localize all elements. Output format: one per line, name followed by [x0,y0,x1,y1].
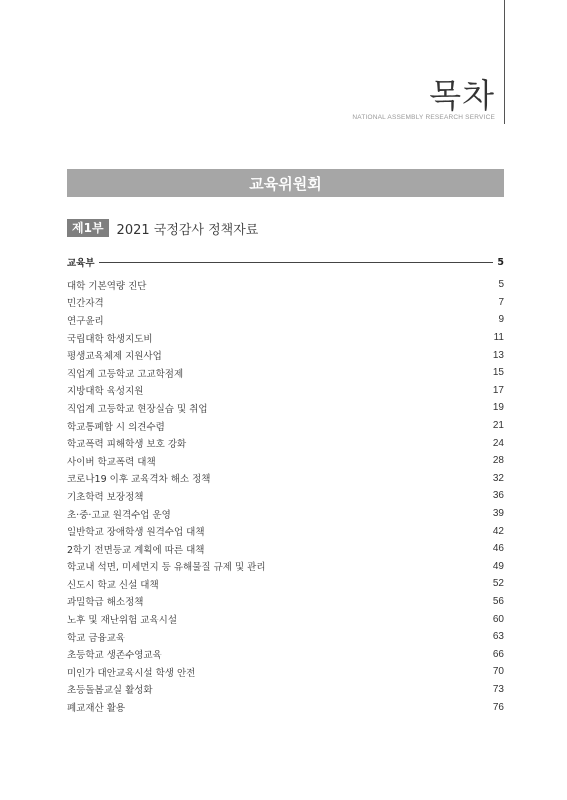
toc-list [67,276,504,716]
toc-item-page: 60 [492,613,504,625]
toc-item-label: 초등돌봄교실 활성화 [67,685,153,697]
toc-item[interactable] [67,487,504,505]
toc-item-label: 직업계 고등학교 현장실습 및 취업 [67,403,208,415]
toc-item-label: 학교내 석면, 미세먼지 등 유해물질 규제 및 관리 [67,562,266,574]
page-subtitle: NATIONAL ASSEMBLY RESEARCH SERVICE [352,114,495,121]
toc-item[interactable] [67,610,504,628]
part-title: 2021 국정감사 정책자료 [116,222,259,238]
toc-item[interactable] [67,452,504,470]
toc-item[interactable] [67,628,504,646]
toc-item[interactable] [67,645,504,663]
toc-item-label: 학교통폐합 시 의견수렴 [67,421,165,433]
toc-item-label: 일반학교 장애학생 원격수업 대책 [67,527,205,539]
toc-item[interactable] [67,329,504,347]
toc-item[interactable] [67,558,504,576]
toc-item-label: 국립대학 학생지도비 [67,333,153,345]
toc-item[interactable] [67,382,504,400]
toc-item-page: 15 [492,367,504,379]
section-leader-rule [99,262,494,263]
toc-item-label: 학교 금융교육 [67,632,126,644]
toc-item-page: 63 [492,631,504,643]
toc-item-page: 73 [492,683,504,695]
toc-item[interactable] [67,698,504,716]
toc-item[interactable] [67,311,504,329]
committee-banner-label: 교육위원회 [249,174,322,193]
toc-item-label: 연구윤리 [67,315,104,327]
toc-item[interactable] [67,364,504,382]
toc-item-label: 기초학력 보장정책 [67,491,144,503]
toc-item-label: 지방대학 육성지원 [67,386,144,398]
toc-item-page: 28 [492,455,504,467]
toc-item-page: 9 [498,314,504,326]
toc-item[interactable] [67,522,504,540]
toc-item-page: 17 [492,384,504,396]
toc-item-label: 신도시 학교 신설 대책 [67,579,159,591]
toc-item[interactable] [67,575,504,593]
committee-banner [67,169,504,197]
toc-item-label: 노후 및 재난위험 교육시설 [67,615,178,627]
toc-item-page: 24 [492,437,504,449]
toc-item-page: 7 [498,296,504,308]
toc-item-page: 13 [492,349,504,361]
toc-item-page: 36 [492,490,504,502]
toc-item-label: 코로나19 이후 교육격차 해소 정책 [67,474,211,486]
toc-item[interactable] [67,540,504,558]
toc-item-label: 미인가 대안교육시설 학생 안전 [67,667,196,679]
toc-item-page: 39 [492,508,504,520]
part-heading [67,219,258,237]
toc-item-page: 11 [493,332,504,344]
toc-item-label: 평생교육체제 지원사업 [67,351,162,363]
toc-item[interactable] [67,276,504,294]
toc-item[interactable] [67,346,504,364]
toc-item-page: 66 [492,648,504,660]
toc-item[interactable] [67,470,504,488]
section-heading[interactable] [67,255,504,269]
toc-item-page: 52 [492,578,504,590]
toc-item-page: 70 [492,666,504,678]
header-divider-line [504,0,505,124]
toc-item-label: 학교폭력 피해학생 보호 강화 [67,439,187,451]
toc-item-label: 2학기 전면등교 계획에 따른 대책 [67,544,205,556]
page-title: 목차 [429,76,495,115]
toc-item[interactable] [67,294,504,312]
toc-item-page: 19 [492,402,504,414]
toc-item[interactable] [67,681,504,699]
toc-item-page: 32 [492,472,504,484]
toc-item[interactable] [67,434,504,452]
toc-item[interactable] [67,505,504,523]
toc-item[interactable] [67,593,504,611]
toc-item-label: 폐교재산 활용 [67,703,126,715]
toc-item[interactable] [67,399,504,417]
toc-item[interactable] [67,663,504,681]
toc-item-label: 민간자격 [67,298,104,310]
toc-item-page: 42 [492,525,504,537]
toc-item-label: 초·중·고교 원격수업 운영 [67,509,171,521]
toc-item-page: 21 [492,420,504,432]
toc-item[interactable] [67,417,504,435]
section-label: 교육부 [67,258,95,269]
toc-item-page: 76 [492,701,504,713]
toc-item-label: 대학 기본역량 진단 [67,280,147,292]
toc-item-page: 5 [498,279,504,291]
toc-item-page: 49 [492,560,504,572]
section-page-number: 5 [497,256,504,268]
toc-item-label: 직업계 고등학교 고교학점제 [67,368,184,380]
toc-item-page: 46 [492,543,504,555]
toc-item-label: 과밀학급 해소정책 [67,597,144,609]
toc-item-label: 초등학교 생존수영교육 [67,650,162,662]
toc-item-page: 56 [492,595,504,607]
part-badge: 제1부 [67,219,109,237]
toc-item-label: 사이버 학교폭력 대책 [67,456,156,468]
